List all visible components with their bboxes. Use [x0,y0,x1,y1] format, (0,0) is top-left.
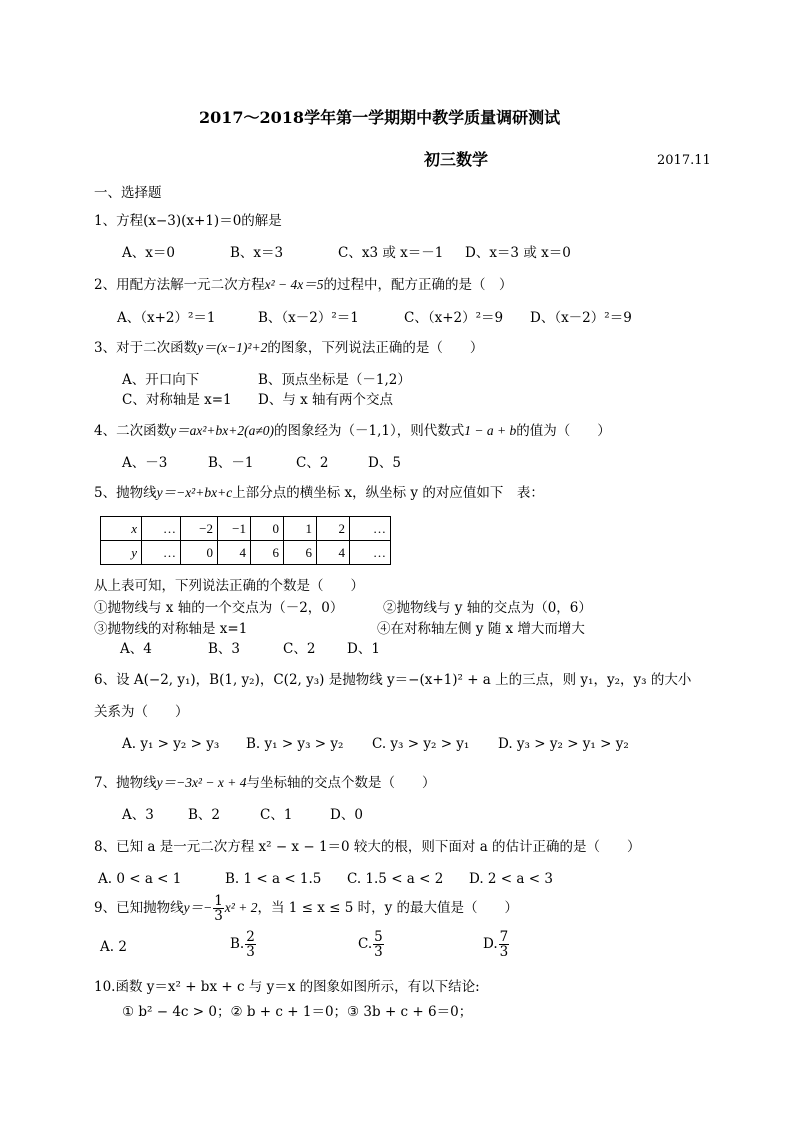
q5-option-d: D、1 [347,641,380,657]
q7-prefix: 7、抛物线 [94,775,157,791]
q4-option-a: A、－3 [122,455,168,471]
question-4 [94,423,611,439]
q6-option-a: A. y₁ > y₂ > y₃ [122,736,220,752]
question-3 [94,340,483,356]
q8-option-a: A. 0 < a < 1 [98,871,182,887]
q3-option-b: B、顶点坐标是（－1,2） [258,372,411,388]
q4-expression: 1 − a + b [464,423,517,438]
exam-date: 2017.11 [657,153,711,168]
q8-option-b: B. 1 < a < 1.5 [225,871,322,887]
q5-equation: y＝−x²+bx+c [156,485,233,500]
question-10-conclusions: ① b² − 4c > 0；② b + c + 1＝0；③ 3b + c + 6＝0； [122,1004,473,1020]
q9-option-d: D. $\frac{7}{3}$ [483,929,509,961]
table-cell: 0 [181,541,218,565]
q8-option-d: D. 2 < a < 3 [469,871,553,887]
q9-prefix: 9、已知抛物线 [94,900,184,917]
table-cell: … [350,517,391,541]
table-cell: 2 [317,517,350,541]
q1-number: 1、方程 [94,213,144,229]
q4-option-c: C、2 [296,455,329,471]
q9-option-a: A. 2 [100,939,127,955]
q7-option-b: B、2 [188,807,221,823]
q4-mid: 的图象经为（－1,1），则代数式 [274,423,465,439]
q5-statement-1: ①抛物线与 x 轴的一个交点为（－2，0） [94,600,344,616]
q2-tail: 的过程中，配方正确的是（ ） [323,277,513,293]
q5-option-c: C、2 [283,641,316,657]
q2-option-c: C、（x+2）²＝9 [404,310,504,326]
q6-option-c: C. y₃ > y₂ > y₁ [372,736,470,752]
q1-option-a: A、x＝0 [122,245,175,261]
q2-option-a: A、（x+2）²＝1 [117,310,216,326]
question-1 [94,213,282,229]
subject-title: 初三数学 [424,150,489,169]
q7-option-c: C、1 [260,807,293,823]
q4-equation: y＝ax²+bx+2(a≠0) [170,423,274,438]
q4-prefix: 4、二次函数 [94,423,171,439]
q1-option-d: D、x＝3 或 x＝0 [465,245,571,261]
question-6-line2: 关系为（ ） [94,704,189,720]
q9-option-c: C. $\frac{5}{3}$ [358,929,383,961]
q5-statement-4: ④在对称轴左侧 y 随 x 增大而增大 [377,621,585,637]
table-cell: y [101,541,142,565]
q7-tail: 与坐标轴的交点个数是（ ） [246,775,436,791]
q7-equation: y＝−3x² − x + 4 [156,775,247,790]
table-cell: … [142,541,181,565]
table-cell: −2 [181,517,218,541]
q5-option-a: A、4 [120,641,152,657]
table-row [101,541,391,565]
q5-option-b: B、3 [208,641,241,657]
q5-prefix: 5、抛物线 [94,485,157,501]
q2-equation: x² − 4x＝5 [264,277,324,292]
q9-tail: ，当 1 ≤ x ≤ 5 时，y 的最大值是（ ） [257,900,519,917]
q5-tail: 上部分点的横坐标 x，纵坐标 y 的对应值如下 表： [232,485,544,501]
q7-option-a: A、3 [122,807,154,823]
table-cell: 6 [284,541,317,565]
table-cell: x [101,517,142,541]
q6-option-d: D. y₃ > y₂ > y₁ > y₂ [498,736,629,752]
table-cell: … [142,517,181,541]
value-table [100,516,391,565]
table-cell: 4 [218,541,251,565]
q1-equation: (x−3)(x+1)＝0 [143,213,242,229]
table-cell: 4 [317,541,350,565]
q9-eq-lhs: y＝− [183,900,213,916]
q7-option-d: D、0 [330,807,363,823]
q3-tail: 的图象，下列说法正确的是（ ） [267,340,484,356]
question-9 [94,894,518,923]
q9-eq-rhs: x² + 2 [224,900,258,916]
question-10: 10.函数 y＝x² + bx + c 与 y＝x 的图象如图所示，有以下结论: [94,979,480,995]
section-heading: 一、选择题 [94,185,162,201]
q9-fraction: $\frac{1}{3}$ [214,893,223,925]
q1-option-b: B、x＝3 [230,245,284,261]
q5-question: 从上表可知，下列说法正确的个数是（ ） [94,578,364,594]
q2-option-b: B、（x－2）²＝1 [258,310,359,326]
q3-equation: y＝(x−1)²+2 [197,340,268,355]
q4-option-b: B、－1 [208,455,254,471]
table-row [101,517,391,541]
table-cell: 0 [251,517,284,541]
table-cell: … [350,541,391,565]
question-6: 6、设 A(−2, y₁)，B(1, y₂)，C(2, y₃) 是抛物线 y＝−(x+1)² + a 上的三点，则 y₁，y₂，y₃ 的大小 [94,672,692,688]
q6-option-b: B. y₁ > y₃ > y₂ [246,736,344,752]
q4-tail: 的值为（ ） [516,423,611,439]
q2-option-d: D、（x－2）²＝9 [530,310,632,326]
table-cell: 1 [284,517,317,541]
table-cell: −1 [218,517,251,541]
question-7 [94,775,435,791]
q1-option-c: C、x3 或 x＝－1 [338,245,444,261]
question-8: 8、已知 a 是一元二次方程 x² − x − 1＝0 较大的根，则下面对 a 的估计正确的是（ ） [94,839,641,855]
table-cell: 6 [251,541,284,565]
q4-option-d: D、5 [368,455,401,471]
q9-option-b: B. $\frac{2}{3}$ [230,929,255,961]
q3-option-a: A、开口向下 [122,372,200,388]
q5-statement-2: ②抛物线与 y 轴的交点为（0，6） [383,600,592,616]
q8-option-c: C. 1.5 < a < 2 [347,871,444,887]
q3-option-c: C、对称轴是 x=1 [122,392,232,408]
q3-option-d: D、与 x 轴有两个交点 [258,392,394,408]
question-5 [94,485,544,501]
q3-prefix: 3、对于二次函数 [94,340,198,356]
q1-tail: 的解是 [241,213,282,229]
question-2 [94,277,513,293]
page-title: 2017～2018学年第一学期期中教学质量调研测试 [199,108,561,127]
q2-prefix: 2、用配方法解一元二次方程 [94,277,265,293]
q5-statement-3: ③抛物线的对称轴是 x=1 [94,621,248,637]
